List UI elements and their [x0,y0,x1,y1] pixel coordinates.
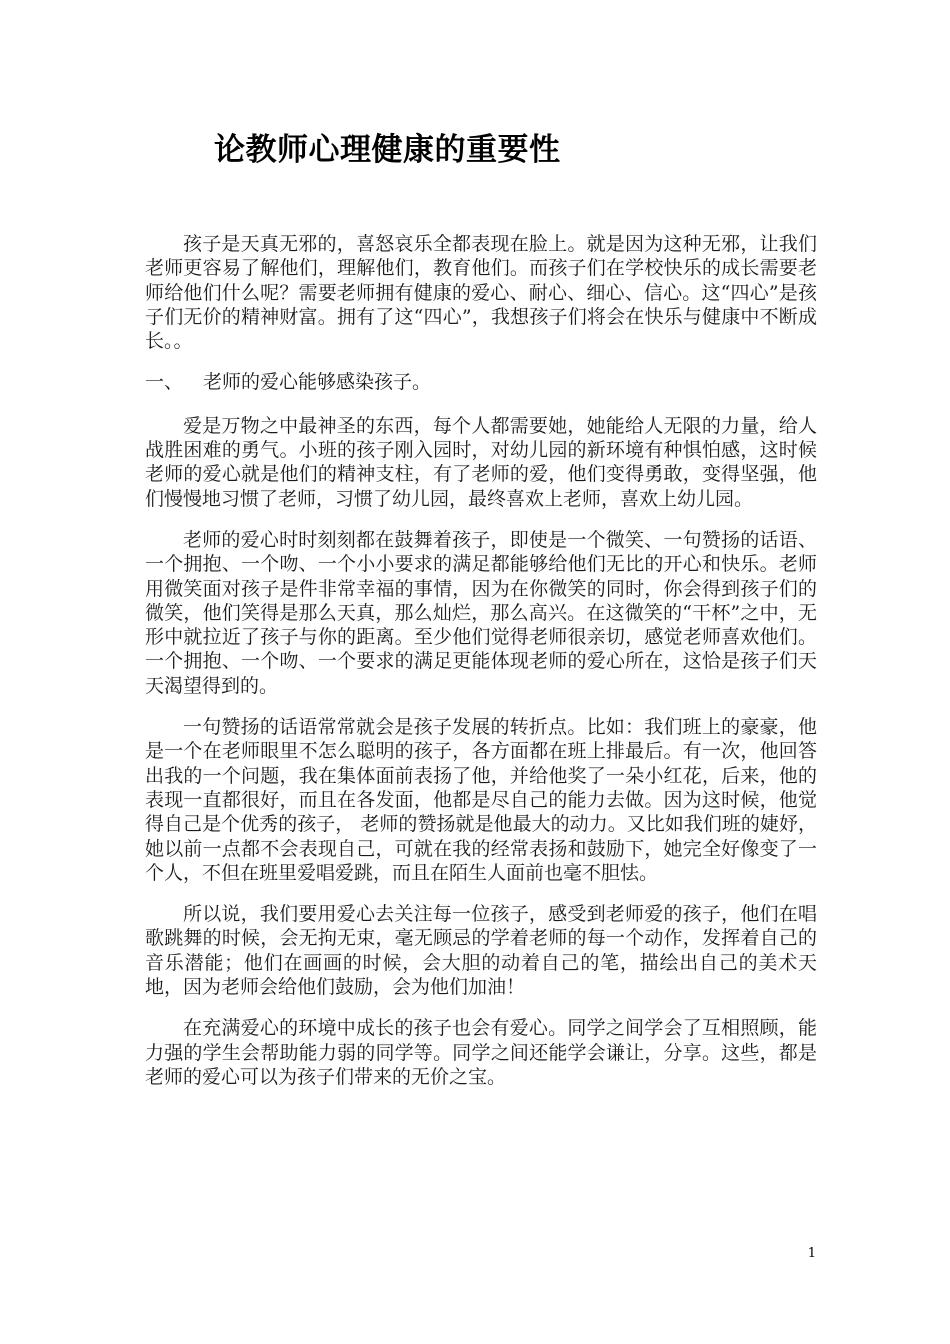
body-paragraph: 所以说，我们要用爱心去关注每一位孩子，感受到老师爱的孩子，他们在唱歌跳舞的时候，会无拘无束，毫无顾忌的学着老师的每一个动作，发挥着自己的音乐潜能；他们在画画的时候，会大胆的动着自己的笔，描绘出自己的美术天地，因为老师会给他们鼓励，会为他们加油！ [145,903,817,999]
section-heading-text: 老师的爱心能够感染孩子。 [203,371,432,394]
body-paragraph: 一句赞扬的话语常常就会是孩子发展的转折点。比如：我们班上的豪豪，他是一个在老师眼里不怎么聪明的孩子，各方面都在班上排最后。有一次，他回答出我的一个问题，我在集体面前表扬了他，并给他奖了一朵小红花，后来，他的表现一直都很好，而且在各发面，他都是尽自己的能力去做。因为这时候，他觉得自己是个优秀的孩子， 老师的赞扬就是他最大的动力。又比如我们班的婕妤，她以前一点都不会表现自己，可就在我的经常表扬和鼓励下，她完全好像变了一个人，不但在班里爱唱爱跳，而且在陌生人面前也毫不胆怯。 [145,716,817,884]
page-number: 1 [807,1246,816,1261]
intro-paragraph: 孩子是天真无邪的，喜怒哀乐全都表现在脸上。就是因为这种无邪，让我们老师更容易了解他们，理解他们，教育他们。而孩子们在学校快乐的成长需要老师给他们什么呢？需要老师拥有健康的爱心、耐心、细心、信心。这“四心”是孩子们无价的精神财富。拥有了这“四心”，我想孩子们将会在快乐与健康中不断成长。。 [145,233,817,353]
document-title: 论教师心理健康的重要性 [214,132,561,168]
section-heading-number: 一、 [145,371,184,394]
section-heading [145,370,817,394]
body-paragraph: 爱是万物之中最神圣的东西，每个人都需要她，她能给人无限的力量，给人战胜困难的勇气。小班的孩子刚入园时，对幼儿园的新环境有种惧怕感，这时候老师的爱心就是他们的精神支柱，有了老师的爱，他们变得勇敢，变得坚强，他们慢慢地习惯了老师，习惯了幼儿园，最终喜欢上老师，喜欢上幼儿园。 [145,414,817,510]
document-body [145,232,817,1106]
body-paragraph: 在充满爱心的环境中成长的孩子也会有爱心。同学之间学会了互相照顾，能力强的学生会帮助能力弱的同学等。同学之间还能学会谦让，分享。这些，都是老师的爱心可以为孩子们带来的无价之宝。 [145,1017,817,1088]
body-paragraph: 老师的爱心时时刻刻都在鼓舞着孩子，即使是一个微笑、一句赞扬的话语、一个拥抱、一个吻、一个小小要求的满足都能够给他们无比的开心和快乐。老师用微笑面对孩子是件非常幸福的事情，因为在你微笑的同时，你会得到孩子们的微笑，他们笑得是那么天真，那么灿烂，那么高兴。在这微笑的“干杯”之中，无形中就拉近了孩子与你的距离。至少他们觉得老师很亲切，感觉老师喜欢他们。一个拥抱、一个吻、一个要求的满足更能体现老师的爱心所在，这恰是孩子们天天渴望得到的。 [145,528,817,697]
